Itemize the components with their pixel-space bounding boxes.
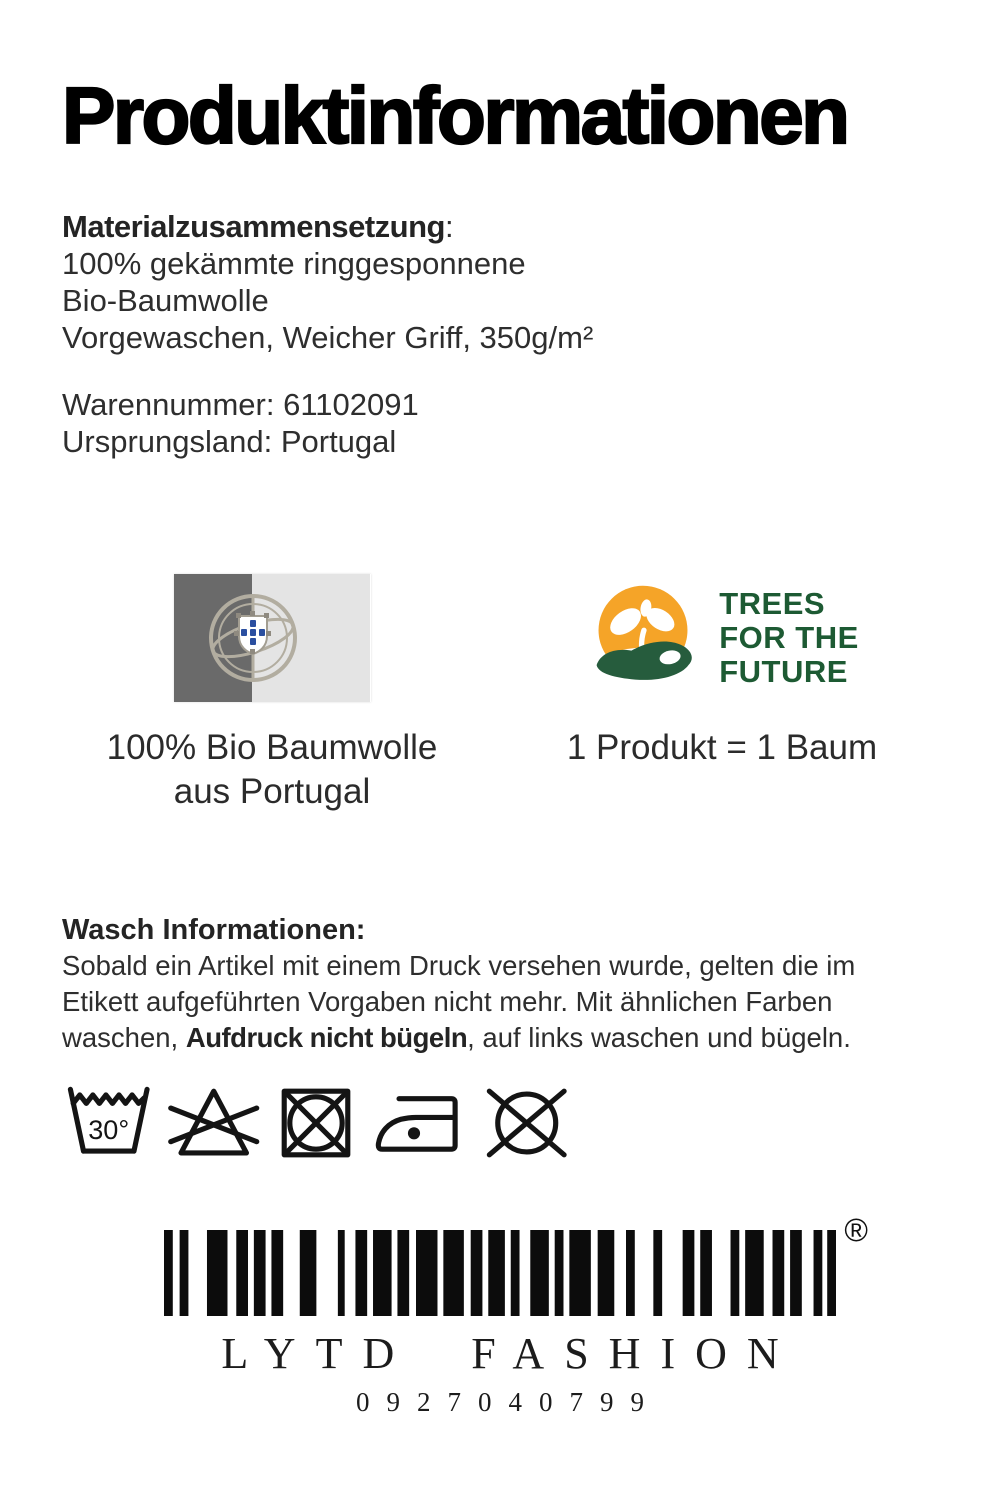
wash-line-3 [62, 1020, 938, 1056]
portugal-badge [62, 574, 482, 814]
trees-line-1: TREES [719, 586, 826, 621]
flag-caption-line-1: 100% Bio Baumwolle [106, 728, 438, 767]
trees-line-3: FUTURE [719, 654, 848, 689]
origin-country: Ursprungsland: Portugal [62, 424, 397, 459]
badges-row [62, 574, 1000, 814]
material-line-1: 100% gekämmte ringgesponnene [62, 246, 526, 281]
trees-line-2: FOR THE [719, 620, 859, 655]
wash-30-icon [62, 1080, 155, 1166]
item-number: Warennummer: 61102091 [62, 387, 419, 422]
material-line-3: Vorgewaschen, Weicher Griff, 350g/m² [62, 320, 594, 355]
iron-one-dot-icon [371, 1080, 468, 1166]
portugal-coat-of-arms-icon [203, 588, 303, 688]
portugal-flag [174, 574, 371, 702]
material-section [62, 208, 1000, 356]
do-not-dry-clean-icon [480, 1080, 573, 1166]
wash-line-3-post: , auf links waschen und bügeln. [467, 1022, 851, 1053]
wash-line-3-bold: Aufdruck nicht bügeln [185, 1022, 468, 1053]
registered-trademark-symbol: ® [844, 1212, 868, 1248]
wash-line-2: Etikett aufgeführten Vorgaben nicht mehr. Mit ähnlichen Farben [62, 986, 833, 1017]
brand-name: LYTD FASHION [221, 1329, 799, 1378]
flag-caption [107, 726, 438, 814]
trees-for-the-future-icon [585, 580, 701, 696]
trees-for-the-future-wordmark [719, 587, 859, 689]
trees-badge [482, 574, 962, 814]
page-title: Produktinformationen [62, 71, 848, 160]
product-ids-section [62, 386, 1000, 460]
material-heading-colon: : [445, 209, 454, 244]
product-number: 0927040799 [356, 1387, 661, 1417]
wash-info-heading: Wasch Informationen: [62, 914, 366, 946]
wash-line-3-pre: waschen, [62, 1022, 186, 1053]
wash-info-section [62, 912, 938, 1056]
do-not-tumble-dry-icon [273, 1080, 359, 1166]
material-heading: Materialzusammensetzung [62, 209, 445, 244]
barcode-block [164, 1212, 868, 1316]
care-symbols-row [62, 1080, 1000, 1166]
trees-caption: 1 Produkt = 1 Baum [566, 728, 878, 767]
trees-for-the-future-logo [585, 574, 859, 702]
flag-caption-line-2: aus Portugal [173, 772, 371, 811]
do-not-bleach-icon [167, 1080, 260, 1166]
iron-temperature-dot [408, 1127, 420, 1139]
barcode [164, 1230, 836, 1316]
wash-temperature-label: 30° [88, 1113, 130, 1145]
material-heading-line [62, 208, 1000, 245]
material-line-2: Bio-Baumwolle [62, 283, 269, 318]
wash-line-1: Sobald ein Artikel mit einem Druck versehen wurde, gelten die im [62, 950, 856, 981]
